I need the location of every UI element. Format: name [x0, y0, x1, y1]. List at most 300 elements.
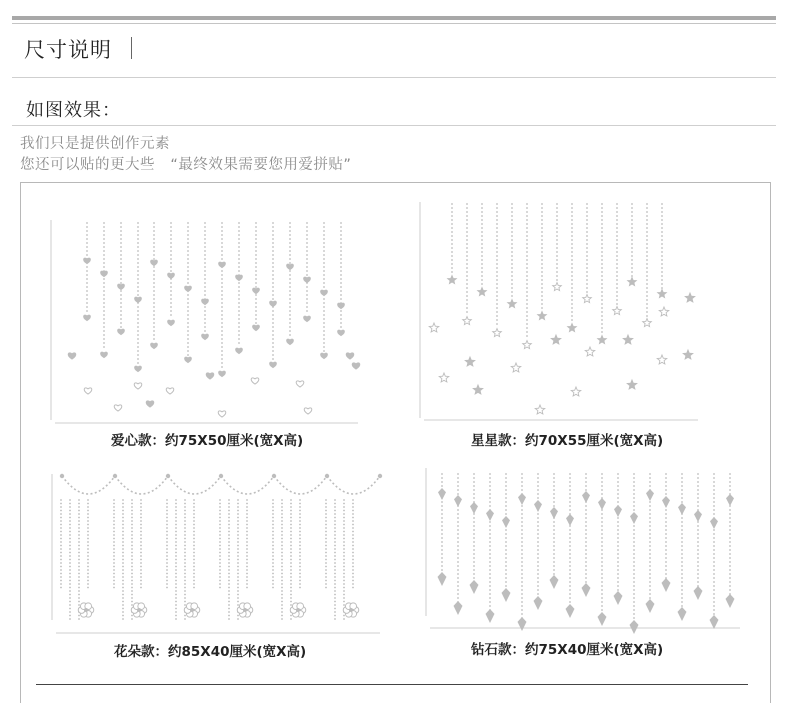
- bead-strand: [631, 231, 633, 233]
- bead-strand: [352, 576, 354, 578]
- bead-strand: [122, 520, 124, 522]
- bead-strand: [299, 573, 301, 575]
- bead-strand: [616, 295, 618, 297]
- bead-strand: [137, 274, 139, 276]
- bead-strand: [343, 545, 345, 547]
- bead-strand: [585, 517, 587, 519]
- bead-strand: [103, 262, 105, 264]
- bead-strand: [255, 266, 257, 268]
- bead-strand: [633, 593, 635, 595]
- bead-strand: [69, 499, 71, 501]
- description-quote: “最终效果需要您用爱拼贴”: [170, 157, 352, 173]
- bead-strand: [649, 477, 651, 479]
- bead-strand: [729, 489, 731, 491]
- bead-strand: [193, 573, 195, 575]
- heart-bead: [202, 334, 209, 339]
- bead-strand: [60, 573, 62, 575]
- bead-strand: [571, 219, 573, 221]
- bead-strand: [60, 583, 62, 585]
- bead-strand: [553, 533, 555, 535]
- caption-stars: 星星款：约70X55厘米(宽X高): [471, 433, 664, 449]
- bead-strand: [489, 565, 491, 567]
- bead-strand: [466, 259, 468, 261]
- bead-strand: [175, 604, 177, 606]
- bead-strand: [120, 262, 122, 264]
- bead-strand: [323, 302, 325, 304]
- bead-strand: [69, 524, 71, 526]
- bead-strand: [153, 318, 155, 320]
- bead-strand: [646, 235, 648, 237]
- bead-strand: [175, 513, 177, 515]
- bead-strand: [441, 501, 443, 503]
- bead-strand: [585, 533, 587, 535]
- bead-strand: [87, 545, 89, 547]
- bead-strand: [585, 565, 587, 567]
- bead-strand: [246, 566, 248, 568]
- bead-strand: [113, 559, 115, 561]
- bead-strand: [221, 258, 223, 260]
- bead-strand: [122, 562, 124, 564]
- bead-strand: [325, 499, 327, 501]
- bead-strand: [246, 541, 248, 543]
- bead-strand: [184, 541, 186, 543]
- bead-strand: [466, 271, 468, 273]
- bead-strand: [496, 259, 498, 261]
- bead-strand: [511, 267, 513, 269]
- bead-strand: [193, 506, 195, 508]
- bead-strand: [299, 552, 301, 554]
- loose-heart: [251, 378, 259, 384]
- bead-strand: [511, 271, 513, 273]
- bead-strand: [496, 243, 498, 245]
- bead-strand: [140, 503, 142, 505]
- loose-star: [551, 335, 561, 344]
- bead-strand: [681, 569, 683, 571]
- bead-strand: [221, 306, 223, 308]
- bead-strand: [120, 302, 122, 304]
- bead-strand: [526, 263, 528, 265]
- bead-strand: [289, 242, 291, 244]
- bead-strand: [113, 583, 115, 585]
- bead-strand: [306, 274, 308, 276]
- bead-strand: [238, 334, 240, 336]
- bead-strand: [633, 545, 635, 547]
- bead-strand: [665, 481, 667, 483]
- bead-strand: [153, 306, 155, 308]
- bead-strand: [255, 242, 257, 244]
- bead-strand: [221, 362, 223, 364]
- bead-strand: [616, 235, 618, 237]
- bead-strand: [281, 534, 283, 536]
- bead-strand: [571, 291, 573, 293]
- bead-strand: [290, 520, 292, 522]
- bead-strand: [272, 527, 274, 529]
- bead-strand: [451, 223, 453, 225]
- bead-strand: [184, 601, 186, 603]
- bead-strand: [289, 262, 291, 264]
- bead-strand: [221, 342, 223, 344]
- bead-strand: [633, 489, 635, 491]
- bead-strand: [175, 538, 177, 540]
- bead-strand: [601, 203, 603, 205]
- bead-strand: [184, 517, 186, 519]
- bead-strand: [86, 282, 88, 284]
- bead-strand: [228, 510, 230, 512]
- bead-strand: [290, 580, 292, 582]
- bead-strand: [343, 597, 345, 599]
- bead-strand: [299, 566, 301, 568]
- bead-strand: [466, 207, 468, 209]
- bead-strand: [122, 506, 124, 508]
- bead-strand: [466, 299, 468, 301]
- bead-strand: [334, 545, 336, 547]
- bead-strand: [166, 531, 168, 533]
- bead-strand: [272, 222, 274, 224]
- bead-strand: [521, 545, 523, 547]
- bead-strand: [221, 338, 223, 340]
- bead-strand: [184, 576, 186, 578]
- bead-strand: [646, 251, 648, 253]
- bead-strand: [646, 311, 648, 313]
- bead-strand: [537, 521, 539, 523]
- bead-strand: [170, 306, 172, 308]
- bead-strand: [616, 243, 618, 245]
- bead-strand: [526, 239, 528, 241]
- bead-strand: [120, 250, 122, 252]
- bead-strand: [290, 531, 292, 533]
- bead-strand: [496, 219, 498, 221]
- bead-strand: [521, 525, 523, 527]
- bead-strand: [193, 548, 195, 550]
- bead-strand: [86, 270, 88, 272]
- bead-strand: [466, 303, 468, 305]
- bead-strand: [103, 234, 105, 236]
- bead-strand: [290, 534, 292, 536]
- heart-bead: [270, 301, 277, 306]
- bead-strand: [489, 473, 491, 475]
- bead-strand: [343, 601, 345, 603]
- bead-strand: [246, 517, 248, 519]
- bead-strand: [153, 238, 155, 240]
- bead-strand: [137, 318, 139, 320]
- loose-star: [585, 347, 595, 356]
- bead-strand: [122, 576, 124, 578]
- bead-strand: [166, 548, 168, 550]
- bead-strand: [649, 557, 651, 559]
- bead-strand: [153, 234, 155, 236]
- bead-strand: [289, 334, 291, 336]
- bead-strand: [238, 282, 240, 284]
- bead-strand: [526, 255, 528, 257]
- bead-strand: [120, 246, 122, 248]
- bead-strand: [193, 520, 195, 522]
- bead-strand: [681, 585, 683, 587]
- star-bead: [568, 324, 577, 332]
- bead-strand: [246, 524, 248, 526]
- bead-strand: [713, 541, 715, 543]
- bead-strand: [526, 295, 528, 297]
- loose-heart: [166, 388, 174, 394]
- bead-strand: [153, 258, 155, 260]
- bead-strand: [473, 565, 475, 567]
- bead-strand: [184, 527, 186, 529]
- bead-strand: [78, 545, 80, 547]
- bead-strand: [184, 524, 186, 526]
- heart-bead: [151, 343, 158, 348]
- bead-strand: [601, 279, 603, 281]
- bead-strand: [60, 580, 62, 582]
- bead-strand: [601, 287, 603, 289]
- bead-strand: [237, 517, 239, 519]
- bead-strand: [343, 576, 345, 578]
- bead-strand: [649, 513, 651, 515]
- bead-strand: [306, 238, 308, 240]
- bead-strand: [78, 583, 80, 585]
- bead-strand: [60, 520, 62, 522]
- bead-strand: [601, 243, 603, 245]
- bead-strand: [325, 552, 327, 554]
- bead-strand: [451, 239, 453, 241]
- bead-strand: [323, 350, 325, 352]
- bead-strand: [571, 295, 573, 297]
- bead-strand: [122, 618, 124, 620]
- bead-strand: [184, 503, 186, 505]
- bead-strand: [343, 559, 345, 561]
- bead-strand: [238, 258, 240, 260]
- bead-strand: [272, 569, 274, 571]
- bead-strand: [601, 255, 603, 257]
- bead-strand: [633, 473, 635, 475]
- bead-strand: [228, 590, 230, 592]
- bead-strand: [537, 477, 539, 479]
- bead-strand: [617, 477, 619, 479]
- loose-heart: [206, 373, 214, 379]
- bead-strand: [646, 315, 648, 317]
- bead-strand: [246, 559, 248, 561]
- bead-strand: [617, 545, 619, 547]
- bead-strand: [204, 274, 206, 276]
- bead-strand: [505, 485, 507, 487]
- bead-strand: [571, 231, 573, 233]
- bead-strand: [537, 481, 539, 483]
- bead-strand: [661, 255, 663, 257]
- bead-strand: [78, 499, 80, 501]
- bead-strand: [184, 569, 186, 571]
- bead-strand: [334, 548, 336, 550]
- bead-strand: [713, 509, 715, 511]
- bead-strand: [131, 552, 133, 554]
- bead-strand: [103, 314, 105, 316]
- bead-strand: [113, 527, 115, 529]
- bead-strand: [78, 548, 80, 550]
- bead-strand: [713, 501, 715, 503]
- bead-strand: [289, 322, 291, 324]
- bead-strand: [187, 246, 189, 248]
- bead-strand: [537, 485, 539, 487]
- bead-strand: [193, 583, 195, 585]
- bead-strand: [290, 601, 292, 603]
- bead-strand: [290, 594, 292, 596]
- bead-strand: [521, 521, 523, 523]
- bead-strand: [586, 271, 588, 273]
- bead-strand: [334, 499, 336, 501]
- bead-strand: [187, 354, 189, 356]
- bead-strand: [571, 275, 573, 277]
- bead-strand: [649, 549, 651, 551]
- bead-strand: [334, 562, 336, 564]
- heart-bead: [168, 320, 175, 325]
- star-bead: [553, 283, 562, 291]
- bead-strand: [238, 286, 240, 288]
- bead-strand: [131, 503, 133, 505]
- title-separator: [131, 37, 132, 59]
- bead-strand: [140, 569, 142, 571]
- bead-strand: [729, 517, 731, 519]
- bead-strand: [60, 545, 62, 547]
- bead-strand: [556, 275, 558, 277]
- bead-strand: [697, 529, 699, 531]
- bead-strand: [187, 238, 189, 240]
- bead-strand: [131, 590, 133, 592]
- bead-strand: [601, 573, 603, 575]
- bead-strand: [325, 506, 327, 508]
- bead-strand: [131, 506, 133, 508]
- bead-strand: [187, 278, 189, 280]
- bead-strand: [219, 541, 221, 543]
- bead-strand: [541, 247, 543, 249]
- bead-strand: [237, 513, 239, 515]
- bead-strand: [272, 559, 274, 561]
- bead-strand: [325, 573, 327, 575]
- bead-strand: [228, 569, 230, 571]
- bead-strand: [537, 565, 539, 567]
- bead-strand: [617, 533, 619, 535]
- bead-strand: [140, 573, 142, 575]
- bead-strand: [272, 290, 274, 292]
- bead-strand: [137, 258, 139, 260]
- bead-strand: [616, 267, 618, 269]
- bead-strand: [505, 561, 507, 563]
- bead-strand: [290, 590, 292, 592]
- bead-strand: [553, 561, 555, 563]
- bead-strand: [166, 503, 168, 505]
- bead-strand: [120, 278, 122, 280]
- bead-strand: [697, 485, 699, 487]
- bead-strand: [86, 290, 88, 292]
- bead-strand: [633, 589, 635, 591]
- bead-strand: [140, 576, 142, 578]
- bead-strand: [219, 520, 221, 522]
- bead-strand: [646, 231, 648, 233]
- bead-strand: [631, 235, 633, 237]
- bead-strand: [521, 561, 523, 563]
- bead-strand: [633, 605, 635, 607]
- bead-strand: [237, 552, 239, 554]
- bead-strand: [729, 553, 731, 555]
- bead-strand: [665, 493, 667, 495]
- loose-heart: [68, 353, 76, 359]
- bead-strand: [586, 279, 588, 281]
- bead-strand: [272, 274, 274, 276]
- bead-strand: [272, 580, 274, 582]
- bead-strand: [569, 489, 571, 491]
- bead-strand: [325, 527, 327, 529]
- bead-strand: [290, 538, 292, 540]
- bead-strand: [290, 573, 292, 575]
- bead-strand: [537, 537, 539, 539]
- bead-strand: [681, 557, 683, 559]
- bead-strand: [193, 545, 195, 547]
- bead-strand: [175, 562, 177, 564]
- bead-strand: [325, 555, 327, 557]
- bead-strand: [569, 541, 571, 543]
- bead-strand: [290, 615, 292, 617]
- bead-strand: [340, 294, 342, 296]
- bead-strand: [661, 263, 663, 265]
- bead-strand: [221, 250, 223, 252]
- bead-strand: [184, 615, 186, 617]
- bead-strand: [697, 557, 699, 559]
- bead-strand: [334, 594, 336, 596]
- bead-strand: [526, 211, 528, 213]
- bead-strand: [290, 604, 292, 606]
- bead-strand: [323, 262, 325, 264]
- bead-strand: [505, 493, 507, 495]
- bead-strand: [325, 534, 327, 536]
- bead-strand: [343, 594, 345, 596]
- bead-strand: [585, 537, 587, 539]
- bead-strand: [184, 559, 186, 561]
- bead-strand: [681, 493, 683, 495]
- bead-strand: [187, 310, 189, 312]
- bead-strand: [153, 334, 155, 336]
- bead-strand: [140, 531, 142, 533]
- loose-heart: [346, 353, 354, 359]
- bead-strand: [665, 573, 667, 575]
- bead-strand: [325, 576, 327, 578]
- bead-strand: [140, 555, 142, 557]
- star-bead: [448, 276, 457, 284]
- bead-strand: [526, 207, 528, 209]
- star-bead: [643, 319, 652, 327]
- heart-bead: [270, 362, 277, 367]
- loose-star: [465, 357, 475, 366]
- bead-strand: [299, 562, 301, 564]
- bead-strand: [457, 493, 459, 495]
- bead-strand: [103, 330, 105, 332]
- bead-strand: [489, 485, 491, 487]
- bead-strand: [78, 604, 80, 606]
- bead-strand: [489, 605, 491, 607]
- bead-strand: [489, 477, 491, 479]
- bead-strand: [646, 299, 648, 301]
- bead-strand: [78, 587, 80, 589]
- bead-strand: [237, 506, 239, 508]
- bead-strand: [646, 259, 648, 261]
- bead-strand: [289, 278, 291, 280]
- bead-strand: [237, 597, 239, 599]
- bead-strand: [649, 561, 651, 563]
- bead-strand: [697, 549, 699, 551]
- bead-strand: [166, 552, 168, 554]
- bead-strand: [496, 303, 498, 305]
- bead-strand: [289, 274, 291, 276]
- bead-strand: [526, 335, 528, 337]
- bead-strand: [681, 577, 683, 579]
- bead-strand: [187, 350, 189, 352]
- loose-star: [473, 385, 483, 394]
- bead-strand: [697, 541, 699, 543]
